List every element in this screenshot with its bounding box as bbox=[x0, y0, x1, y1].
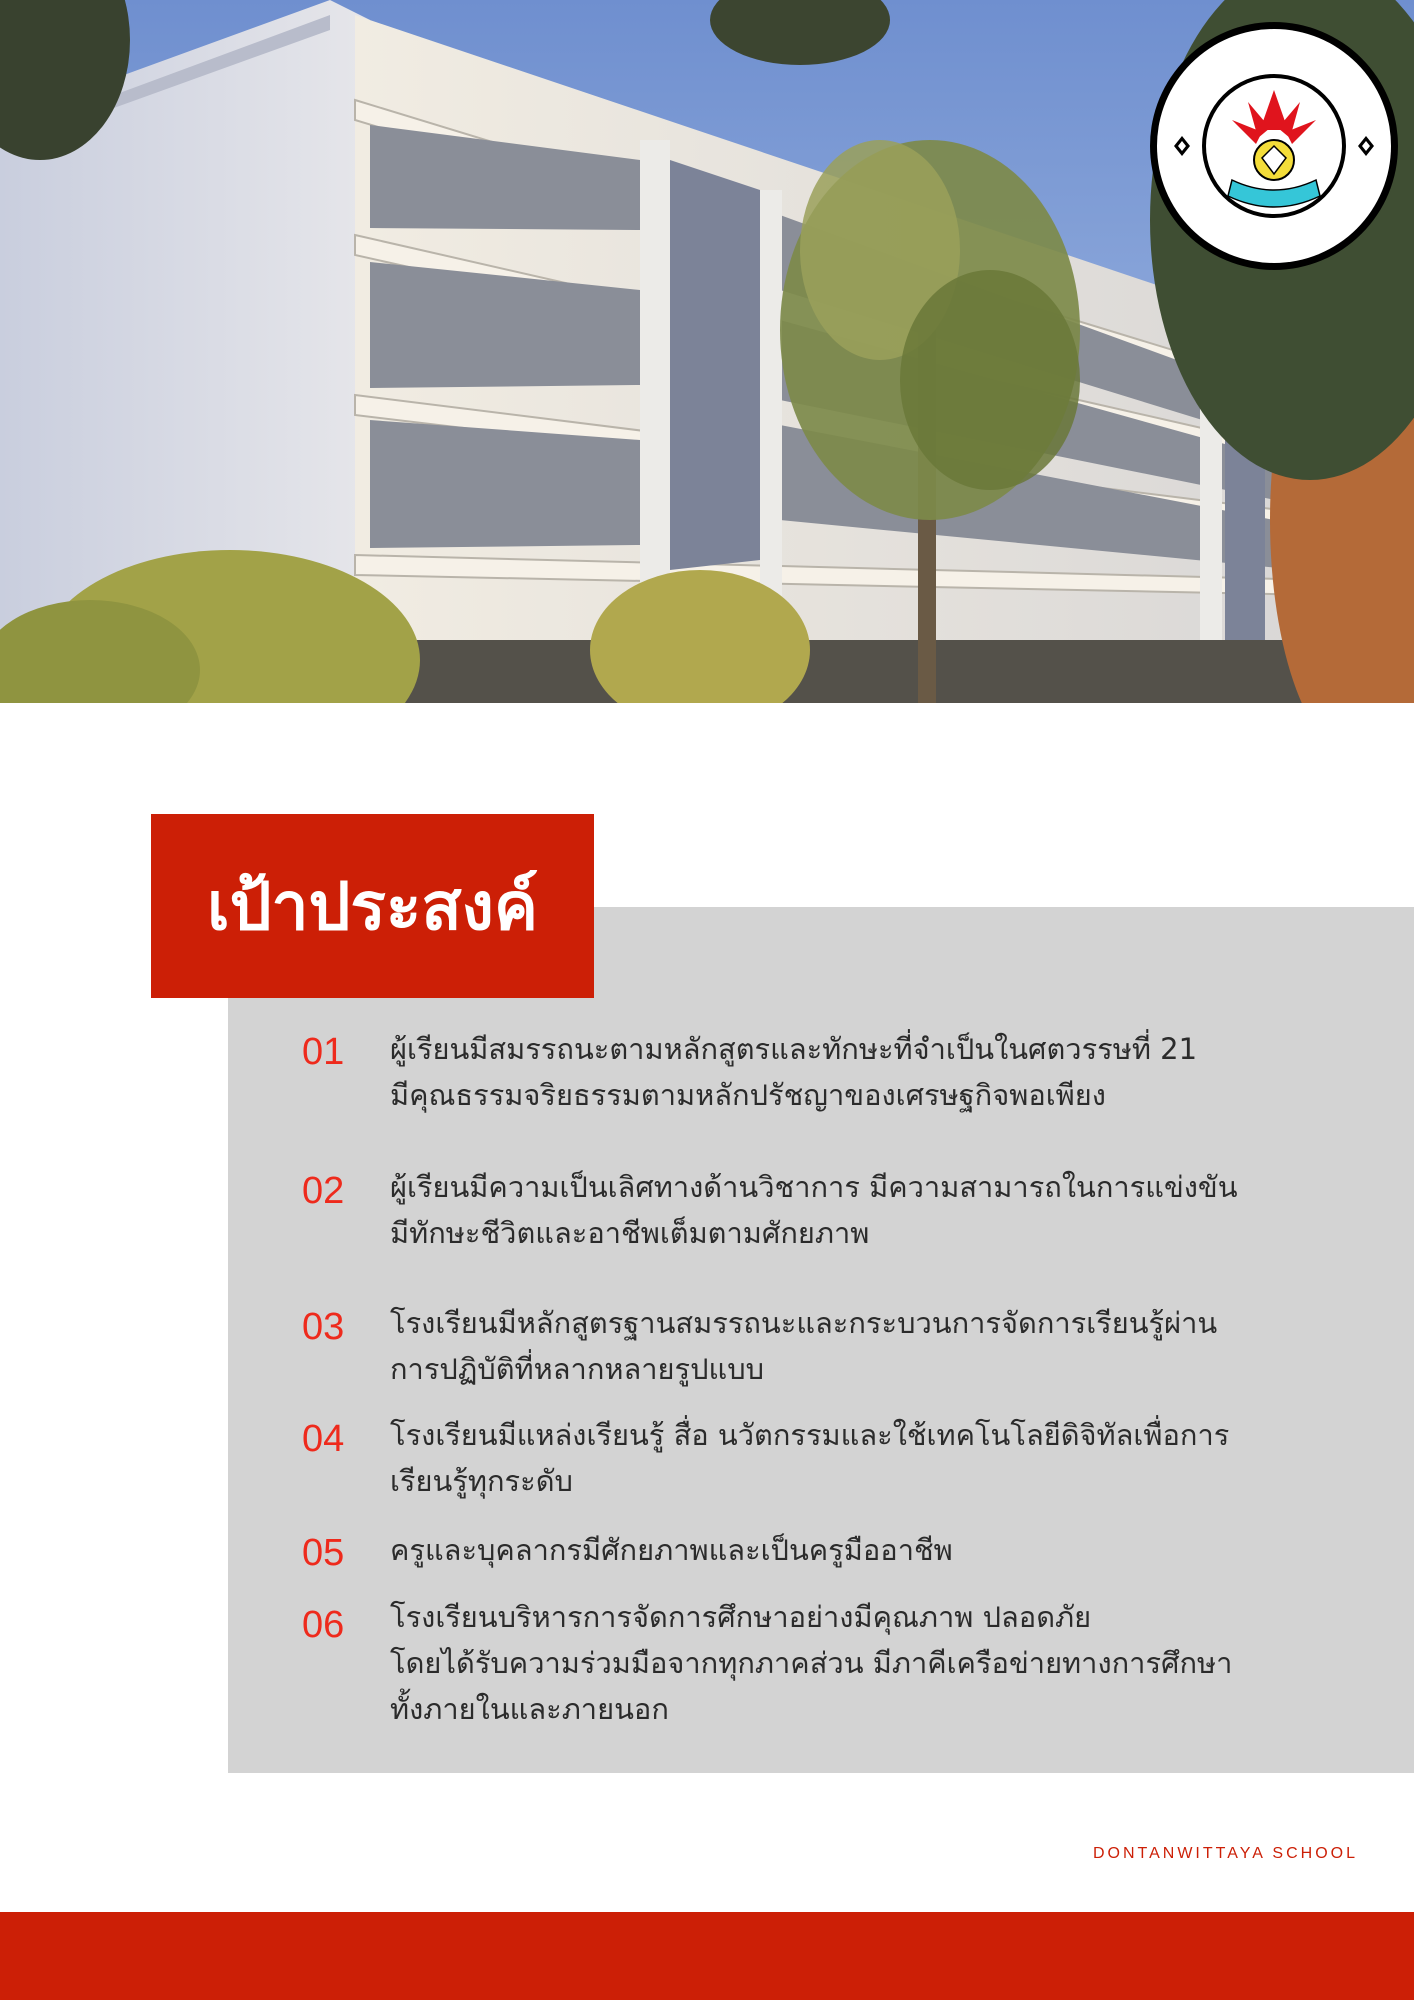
goal-number: 04 bbox=[302, 1418, 345, 1460]
goal-text: โรงเรียนบริหารการจัดการศึกษาอย่างมีคุณภาพ ปลอดภัย โดยได้รับความร่วมมือจากทุกภาคส่วน มีภาคีเครือข่ายทางการศึกษา ทั้งภายในและภายนอก bbox=[390, 1600, 1233, 1726]
goal-number: 02 bbox=[302, 1170, 345, 1212]
goal-number: 01 bbox=[302, 1031, 345, 1073]
footer-bar bbox=[0, 1912, 1414, 2000]
goal-text: ครูและบุคลากรมีศักยภาพและเป็นครูมืออาชีพ bbox=[390, 1533, 953, 1567]
hero-school-photo bbox=[0, 0, 1414, 703]
goal-number: 05 bbox=[302, 1532, 345, 1574]
goal-number: 06 bbox=[302, 1604, 345, 1646]
goal-text: โรงเรียนมีหลักสูตรฐานสมรรถนะและกระบวนการจัดการเรียนรู้ผ่าน การปฏิบัติที่หลากหลายรูปแบบ bbox=[390, 1306, 1218, 1386]
footer-school-name: DONTANWITTAYA SCHOOL bbox=[1092, 1845, 1358, 1862]
goal-text: ผู้เรียนมีสมรรถนะตามหลักสูตรและทักษะที่จำเป็นในศตวรรษที่ 21 มีคุณธรรมจริยธรรมตามหลักปรัชญาของเศรษฐกิจพอเพียง bbox=[390, 1032, 1198, 1112]
goal-text: โรงเรียนมีแหล่งเรียนรู้ สื่อ นวัตกรรมและใช้เทคโนโลยีดิจิทัลเพื่อการ เรียนรู้ทุกระดับ bbox=[390, 1418, 1230, 1498]
goal-number: 03 bbox=[302, 1306, 345, 1348]
section-title: เป้าประสงค์ bbox=[207, 867, 538, 945]
section-title-box bbox=[151, 814, 594, 998]
school-logo bbox=[1148, 20, 1400, 272]
goal-text: ผู้เรียนมีความเป็นเลิศทางด้านวิชาการ มีความสามารถในการแข่งขัน มีทักษะชีวิตและอาชีพเต็มตามศักยภาพ bbox=[390, 1170, 1238, 1250]
